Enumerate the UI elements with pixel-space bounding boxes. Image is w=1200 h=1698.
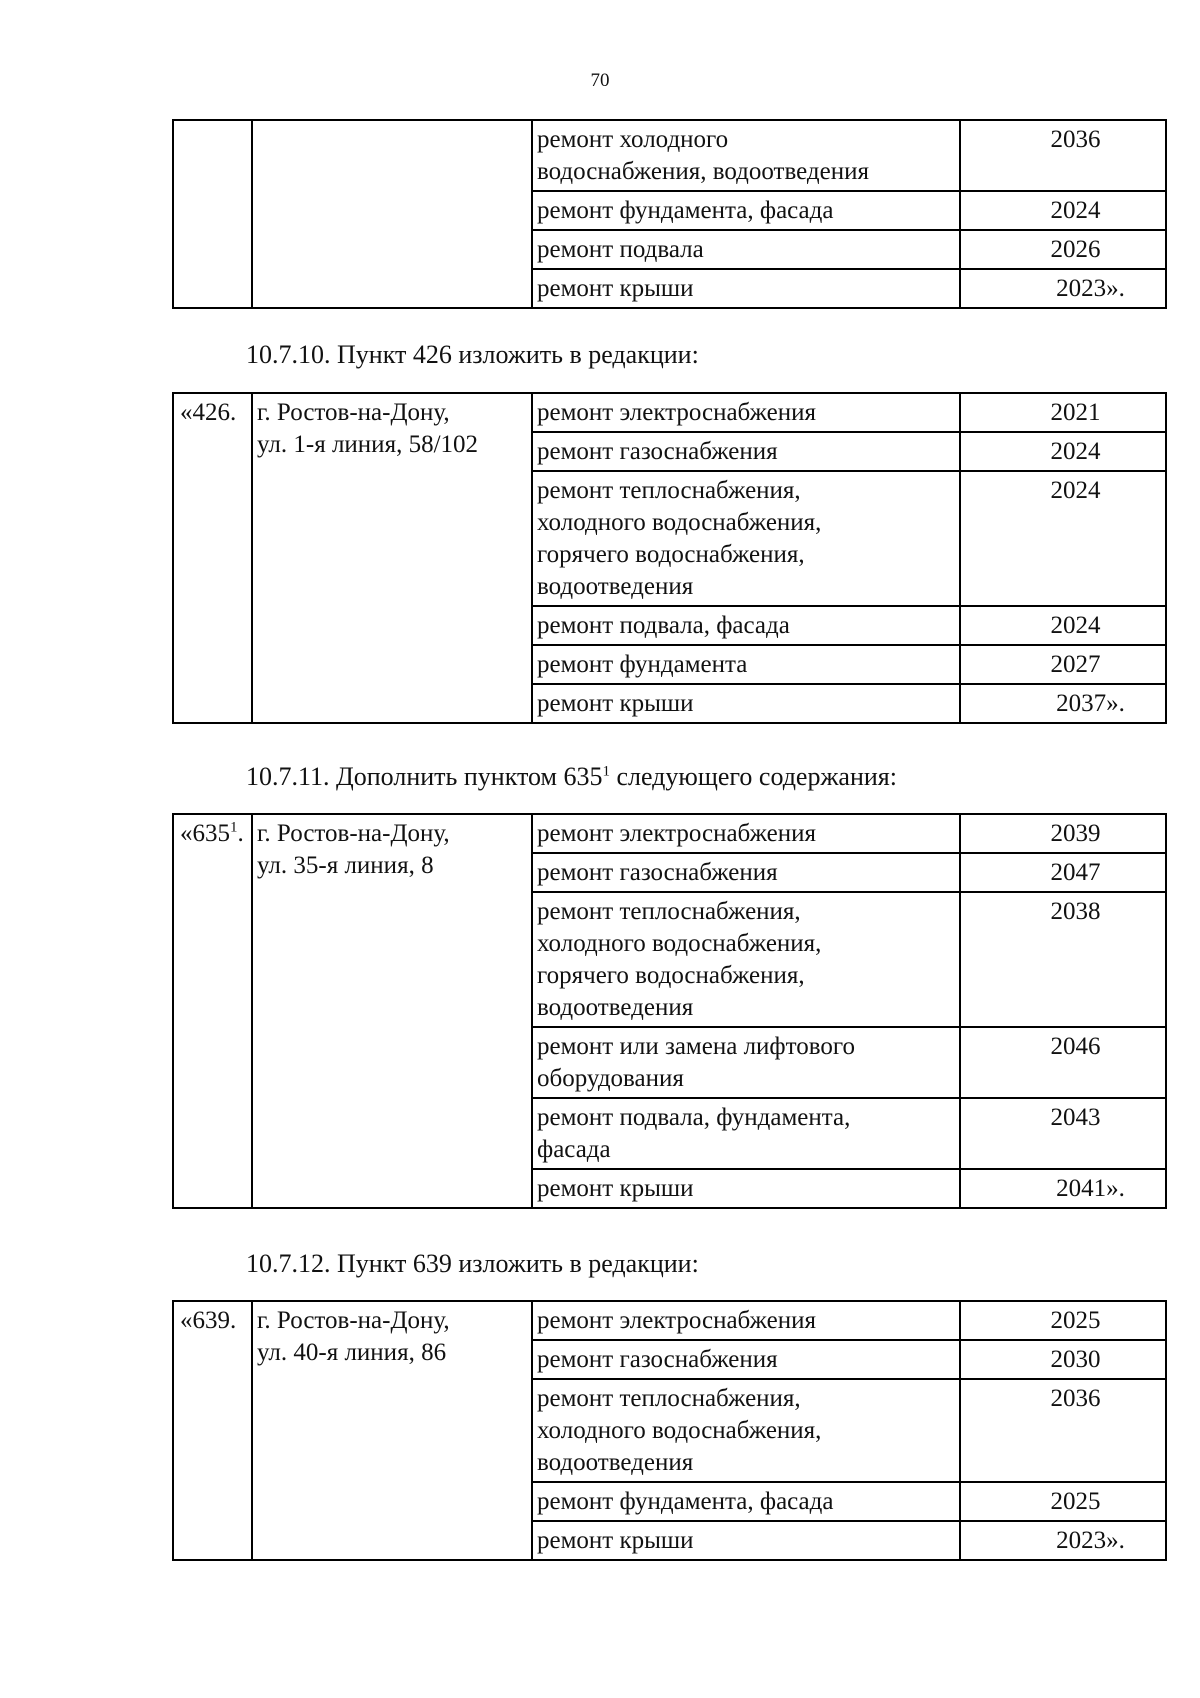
year-cell: 2041». bbox=[960, 1169, 1166, 1208]
item-number-cell bbox=[173, 393, 252, 723]
address-cell bbox=[252, 120, 532, 308]
work-type-cell: ремонт газоснабжения bbox=[532, 853, 960, 892]
work-type-cell: ремонт холодного водоснабжения, водоотведения bbox=[532, 120, 960, 191]
repair-schedule-table bbox=[172, 813, 1167, 1209]
year-cell: 2027 bbox=[960, 645, 1166, 684]
year-cell: 2021 bbox=[960, 393, 1166, 432]
paragraph-text: 10.7.11. Дополнить пунктом 635 bbox=[246, 762, 603, 791]
year-cell: 2030 bbox=[960, 1340, 1166, 1379]
year-cell: 2038 bbox=[960, 892, 1166, 1027]
address-cell: г. Ростов-на-Дону, ул. 40-я линия, 86 bbox=[252, 1301, 532, 1560]
page-number: 70 bbox=[590, 70, 610, 91]
paragraph bbox=[246, 340, 699, 370]
paragraph bbox=[246, 762, 897, 792]
work-type-cell: ремонт подвала, фундамента, фасада bbox=[532, 1098, 960, 1169]
item-number-cell bbox=[173, 814, 252, 1208]
work-type-cell: ремонт крыши bbox=[532, 269, 960, 308]
year-cell: 2043 bbox=[960, 1098, 1166, 1169]
year-cell: 2036 bbox=[960, 120, 1166, 191]
work-type-cell: ремонт подвала, фасада bbox=[532, 606, 960, 645]
year-cell: 2023». bbox=[960, 269, 1166, 308]
year-cell: 2023». bbox=[960, 1521, 1166, 1560]
work-type-cell: ремонт крыши bbox=[532, 1169, 960, 1208]
table-row bbox=[173, 814, 1166, 853]
paragraph-text-end: следующего содержания: bbox=[609, 762, 897, 791]
work-type-cell: ремонт теплоснабжения, холодного водоснабжения, горячего водоснабжения, водоотведения bbox=[532, 471, 960, 606]
work-type-cell: ремонт электроснабжения bbox=[532, 1301, 960, 1340]
table-row bbox=[173, 1301, 1166, 1340]
work-type-cell: ремонт электроснабжения bbox=[532, 814, 960, 853]
year-cell: 2037». bbox=[960, 684, 1166, 723]
work-type-cell: ремонт теплоснабжения, холодного водоснабжения, водоотведения bbox=[532, 1379, 960, 1482]
item-number: «426. bbox=[180, 399, 237, 426]
paragraph-text: 10.7.10. Пункт 426 изложить в редакции: bbox=[246, 340, 699, 369]
work-type-cell: ремонт фундамента, фасада bbox=[532, 1482, 960, 1521]
table-row bbox=[173, 393, 1166, 432]
work-type-cell: ремонт газоснабжения bbox=[532, 1340, 960, 1379]
item-number-cell bbox=[173, 1301, 252, 1560]
repair-schedule-table bbox=[172, 392, 1167, 724]
work-type-cell: ремонт подвала bbox=[532, 230, 960, 269]
work-type-cell: ремонт теплоснабжения, холодного водоснабжения, горячего водоснабжения, водоотведения bbox=[532, 892, 960, 1027]
work-type-cell: ремонт газоснабжения bbox=[532, 432, 960, 471]
address-cell: г. Ростов-на-Дону, ул. 1-я линия, 58/102 bbox=[252, 393, 532, 723]
year-cell: 2047 bbox=[960, 853, 1166, 892]
work-type-cell: ремонт крыши bbox=[532, 1521, 960, 1560]
year-cell: 2026 bbox=[960, 230, 1166, 269]
year-cell: 2046 bbox=[960, 1027, 1166, 1098]
work-type-cell: ремонт электроснабжения bbox=[532, 393, 960, 432]
year-cell: 2025 bbox=[960, 1301, 1166, 1340]
work-type-cell: ремонт фундамента, фасада bbox=[532, 191, 960, 230]
table-row bbox=[173, 120, 1166, 191]
work-type-cell: ремонт фундамента bbox=[532, 645, 960, 684]
work-type-cell: ремонт крыши bbox=[532, 684, 960, 723]
paragraph-text: 10.7.12. Пункт 639 изложить в редакции: bbox=[246, 1249, 699, 1278]
year-cell: 2039 bbox=[960, 814, 1166, 853]
item-number-superscript: 1 bbox=[230, 819, 238, 836]
item-number-cell bbox=[173, 120, 252, 308]
repair-schedule-table bbox=[172, 1300, 1167, 1561]
year-cell: 2024 bbox=[960, 191, 1166, 230]
item-number: «639. bbox=[180, 1307, 237, 1334]
paragraph-superscript: 1 bbox=[602, 763, 610, 780]
year-cell: 2024 bbox=[960, 471, 1166, 606]
work-type-cell: ремонт или замена лифтового оборудования bbox=[532, 1027, 960, 1098]
year-cell: 2024 bbox=[960, 606, 1166, 645]
paragraph bbox=[246, 1249, 699, 1279]
year-cell: 2025 bbox=[960, 1482, 1166, 1521]
item-number: «635 bbox=[180, 820, 230, 847]
year-cell: 2024 bbox=[960, 432, 1166, 471]
item-number-suffix: . bbox=[237, 820, 244, 847]
repair-schedule-table bbox=[172, 119, 1167, 309]
year-cell: 2036 bbox=[960, 1379, 1166, 1482]
address-cell: г. Ростов-на-Дону, ул. 35-я линия, 8 bbox=[252, 814, 532, 1208]
